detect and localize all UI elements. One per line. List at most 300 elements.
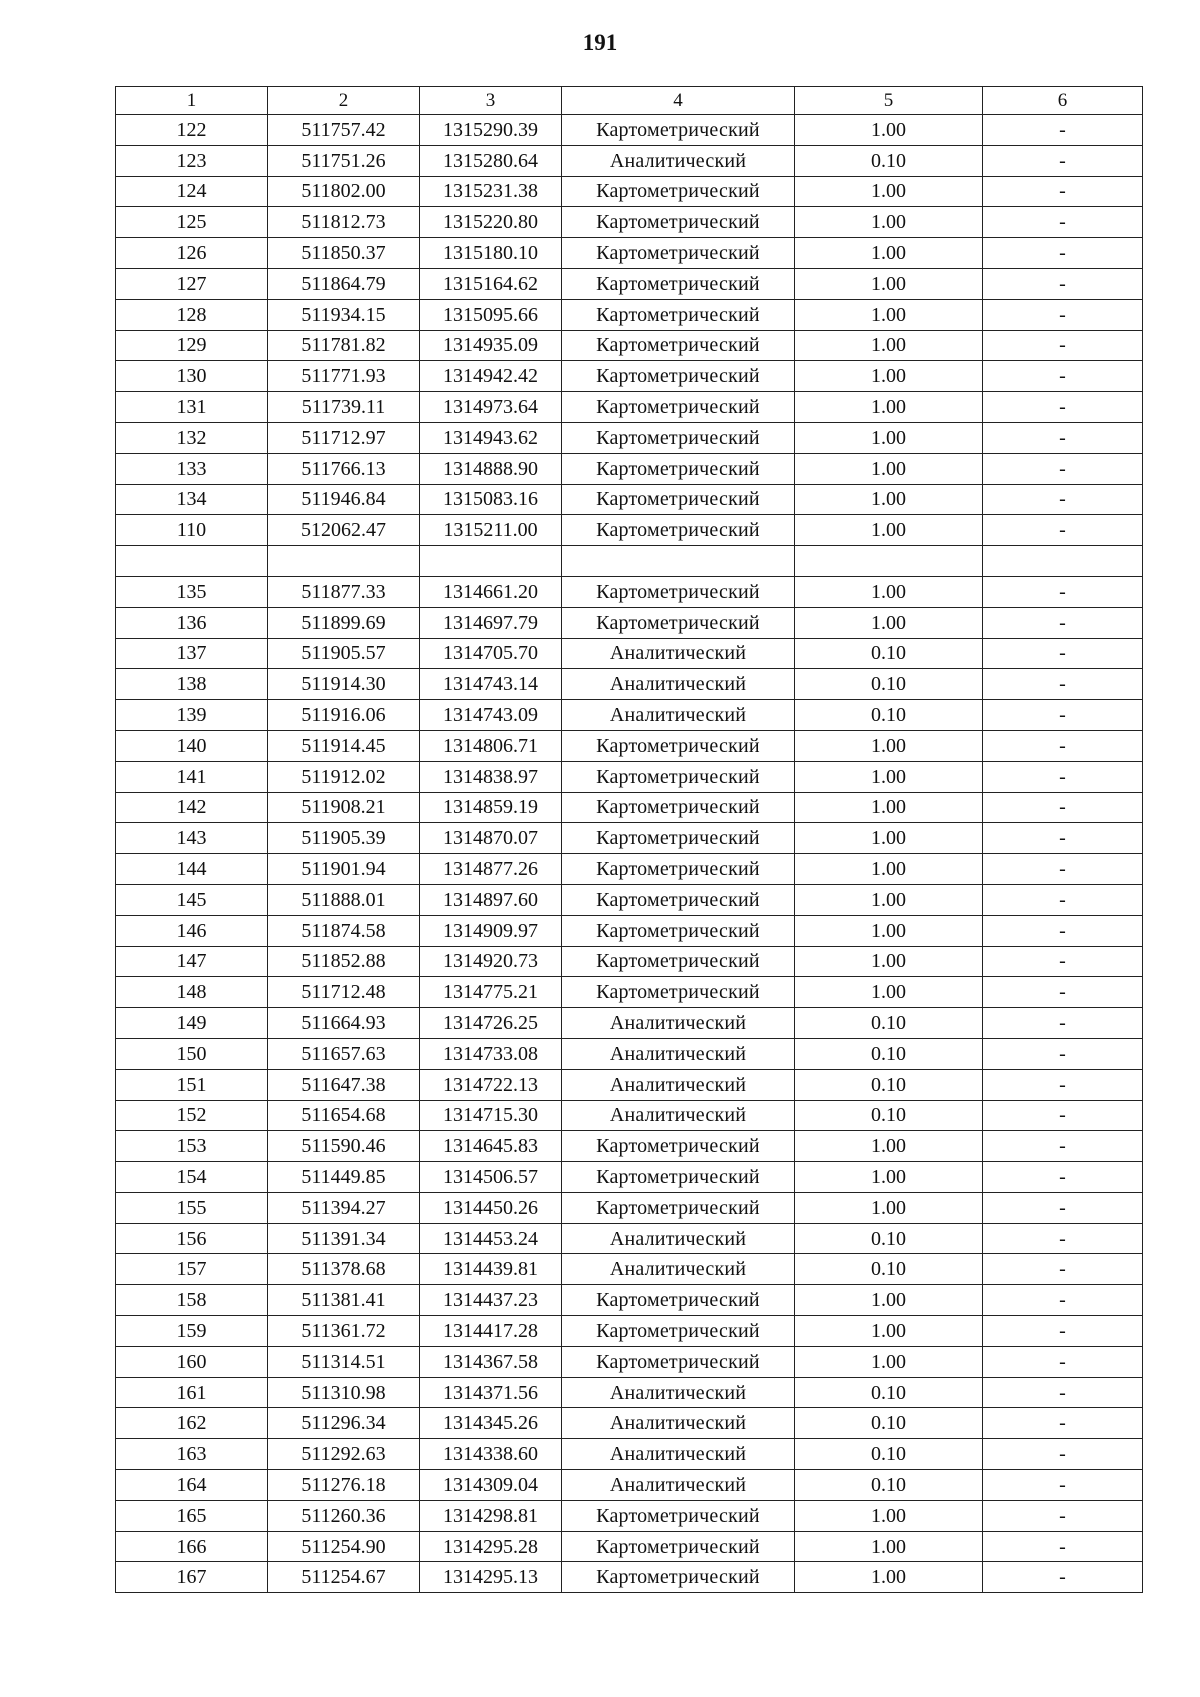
point-number-cell: 122 <box>116 115 268 146</box>
y-coordinate-cell: 1314645.83 <box>420 1131 562 1162</box>
x-coordinate-cell: 511276.18 <box>268 1470 420 1501</box>
note-cell: - <box>983 115 1143 146</box>
x-coordinate-cell: 511712.97 <box>268 422 420 453</box>
table-row <box>116 730 1143 761</box>
method-cell: Аналитический <box>562 145 795 176</box>
accuracy-cell: 1.00 <box>795 576 983 607</box>
y-coordinate-cell: 1314417.28 <box>420 1316 562 1347</box>
accuracy-cell: 1.00 <box>795 1346 983 1377</box>
method-cell: Картометрический <box>562 1316 795 1347</box>
table-row <box>116 361 1143 392</box>
accuracy-cell: 1.00 <box>795 392 983 423</box>
y-coordinate-cell: 1314345.26 <box>420 1408 562 1439</box>
accuracy-cell: 0.10 <box>795 1223 983 1254</box>
note-cell: - <box>983 576 1143 607</box>
table-header-row <box>116 87 1143 115</box>
y-coordinate-cell: 1314309.04 <box>420 1470 562 1501</box>
point-number-cell: 147 <box>116 946 268 977</box>
table-row <box>116 392 1143 423</box>
note-cell: - <box>983 638 1143 669</box>
method-cell: Картометрический <box>562 1531 795 1562</box>
method-cell: Картометрический <box>562 1500 795 1531</box>
table-row <box>116 1069 1143 1100</box>
note-cell: - <box>983 515 1143 546</box>
table-row <box>116 1408 1143 1439</box>
point-number-cell: 150 <box>116 1038 268 1069</box>
point-number-cell: 143 <box>116 823 268 854</box>
point-number-cell: 146 <box>116 915 268 946</box>
table-row <box>116 1377 1143 1408</box>
method-cell: Картометрический <box>562 1562 795 1593</box>
x-coordinate-cell: 511739.11 <box>268 392 420 423</box>
y-coordinate-cell: 1314935.09 <box>420 330 562 361</box>
y-coordinate-cell: 1314295.28 <box>420 1531 562 1562</box>
method-cell: Аналитический <box>562 1408 795 1439</box>
note-cell: - <box>983 330 1143 361</box>
note-cell: - <box>983 1377 1143 1408</box>
table-row <box>116 1038 1143 1069</box>
method-cell: Картометрический <box>562 330 795 361</box>
y-coordinate-cell: 1314338.60 <box>420 1439 562 1470</box>
accuracy-cell: 0.10 <box>795 1100 983 1131</box>
note-cell: - <box>983 607 1143 638</box>
y-coordinate-cell: 1315083.16 <box>420 484 562 515</box>
accuracy-cell: 1.00 <box>795 607 983 638</box>
note-cell: - <box>983 1131 1143 1162</box>
x-coordinate-cell: 511766.13 <box>268 453 420 484</box>
point-number-cell: 154 <box>116 1162 268 1193</box>
x-coordinate-cell: 511912.02 <box>268 761 420 792</box>
x-coordinate-cell: 511314.51 <box>268 1346 420 1377</box>
accuracy-cell: 0.10 <box>795 1439 983 1470</box>
point-number-cell: 160 <box>116 1346 268 1377</box>
point-number-cell: 130 <box>116 361 268 392</box>
y-coordinate-cell: 1314661.20 <box>420 576 562 607</box>
method-cell: Аналитический <box>562 1439 795 1470</box>
accuracy-cell: 1.00 <box>795 484 983 515</box>
table-row <box>116 484 1143 515</box>
y-coordinate-cell: 1315211.00 <box>420 515 562 546</box>
table-row <box>116 330 1143 361</box>
table-row <box>116 638 1143 669</box>
table-row <box>116 792 1143 823</box>
accuracy-cell: 1.00 <box>795 1316 983 1347</box>
accuracy-cell: 0.10 <box>795 1069 983 1100</box>
table-row <box>116 1100 1143 1131</box>
point-number-cell <box>116 546 268 577</box>
table-row <box>116 422 1143 453</box>
y-coordinate-cell: 1314298.81 <box>420 1500 562 1531</box>
point-number-cell: 156 <box>116 1223 268 1254</box>
accuracy-cell: 1.00 <box>795 977 983 1008</box>
method-cell: Картометрический <box>562 607 795 638</box>
method-cell: Картометрический <box>562 392 795 423</box>
point-number-cell: 126 <box>116 238 268 269</box>
method-cell: Аналитический <box>562 1470 795 1501</box>
note-cell: - <box>983 207 1143 238</box>
method-cell: Картометрический <box>562 915 795 946</box>
y-coordinate-cell: 1314367.58 <box>420 1346 562 1377</box>
x-coordinate-cell: 511254.90 <box>268 1531 420 1562</box>
table-row <box>116 1346 1143 1377</box>
table-row <box>116 1254 1143 1285</box>
table-row <box>116 854 1143 885</box>
point-number-cell: 136 <box>116 607 268 638</box>
note-cell: - <box>983 392 1143 423</box>
x-coordinate-cell: 511381.41 <box>268 1285 420 1316</box>
table-separator-row <box>116 546 1143 577</box>
point-number-cell: 159 <box>116 1316 268 1347</box>
x-coordinate-cell: 511657.63 <box>268 1038 420 1069</box>
table-row <box>116 299 1143 330</box>
method-cell: Картометрический <box>562 576 795 607</box>
point-number-cell: 138 <box>116 669 268 700</box>
column-header: 4 <box>562 87 795 115</box>
note-cell: - <box>983 176 1143 207</box>
table-row <box>116 915 1143 946</box>
table-row <box>116 884 1143 915</box>
y-coordinate-cell: 1314870.07 <box>420 823 562 854</box>
method-cell: Картометрический <box>562 484 795 515</box>
point-number-cell: 127 <box>116 268 268 299</box>
point-number-cell: 135 <box>116 576 268 607</box>
method-cell: Картометрический <box>562 207 795 238</box>
accuracy-cell: 1.00 <box>795 207 983 238</box>
accuracy-cell: 1.00 <box>795 268 983 299</box>
accuracy-cell: 1.00 <box>795 176 983 207</box>
y-coordinate-cell: 1314897.60 <box>420 884 562 915</box>
method-cell: Аналитический <box>562 700 795 731</box>
method-cell: Картометрический <box>562 115 795 146</box>
x-coordinate-cell: 511712.48 <box>268 977 420 1008</box>
method-cell: Картометрический <box>562 176 795 207</box>
note-cell <box>983 546 1143 577</box>
note-cell: - <box>983 761 1143 792</box>
accuracy-cell: 1.00 <box>795 453 983 484</box>
column-header: 2 <box>268 87 420 115</box>
table-row <box>116 1192 1143 1223</box>
note-cell: - <box>983 299 1143 330</box>
x-coordinate-cell: 511394.27 <box>268 1192 420 1223</box>
y-coordinate-cell: 1315095.66 <box>420 299 562 330</box>
accuracy-cell: 1.00 <box>795 761 983 792</box>
point-number-cell: 125 <box>116 207 268 238</box>
note-cell: - <box>983 484 1143 515</box>
x-coordinate-cell: 511864.79 <box>268 268 420 299</box>
point-number-cell: 128 <box>116 299 268 330</box>
y-coordinate-cell: 1314942.42 <box>420 361 562 392</box>
x-coordinate-cell: 511310.98 <box>268 1377 420 1408</box>
table-row <box>116 607 1143 638</box>
y-coordinate-cell: 1315180.10 <box>420 238 562 269</box>
table-row <box>116 1531 1143 1562</box>
x-coordinate-cell: 511391.34 <box>268 1223 420 1254</box>
accuracy-cell: 0.10 <box>795 1008 983 1039</box>
method-cell: Картометрический <box>562 1131 795 1162</box>
x-coordinate-cell: 511877.33 <box>268 576 420 607</box>
x-coordinate-cell: 511946.84 <box>268 484 420 515</box>
table-row <box>116 977 1143 1008</box>
method-cell: Аналитический <box>562 638 795 669</box>
accuracy-cell: 0.10 <box>795 1377 983 1408</box>
point-number-cell: 129 <box>116 330 268 361</box>
y-coordinate-cell: 1314506.57 <box>420 1162 562 1193</box>
note-cell: - <box>983 1162 1143 1193</box>
note-cell: - <box>983 1192 1143 1223</box>
x-coordinate-cell: 511852.88 <box>268 946 420 977</box>
note-cell: - <box>983 1470 1143 1501</box>
y-coordinate-cell: 1314726.25 <box>420 1008 562 1039</box>
method-cell: Картометрический <box>562 453 795 484</box>
table-row <box>116 1316 1143 1347</box>
method-cell: Картометрический <box>562 361 795 392</box>
accuracy-cell: 0.10 <box>795 1408 983 1439</box>
accuracy-cell: 1.00 <box>795 515 983 546</box>
method-cell: Картометрический <box>562 1192 795 1223</box>
table-row <box>116 176 1143 207</box>
table-row <box>116 453 1143 484</box>
x-coordinate-cell: 511850.37 <box>268 238 420 269</box>
accuracy-cell: 1.00 <box>795 1500 983 1531</box>
point-number-cell: 139 <box>116 700 268 731</box>
point-number-cell: 152 <box>116 1100 268 1131</box>
table-row <box>116 515 1143 546</box>
y-coordinate-cell: 1314859.19 <box>420 792 562 823</box>
x-coordinate-cell: 511916.06 <box>268 700 420 731</box>
point-number-cell: 163 <box>116 1439 268 1470</box>
y-coordinate-cell: 1314743.14 <box>420 669 562 700</box>
accuracy-cell: 1.00 <box>795 1192 983 1223</box>
accuracy-cell: 1.00 <box>795 238 983 269</box>
note-cell: - <box>983 700 1143 731</box>
y-coordinate-cell: 1315164.62 <box>420 268 562 299</box>
x-coordinate-cell: 511296.34 <box>268 1408 420 1439</box>
note-cell: - <box>983 1100 1143 1131</box>
y-coordinate-cell: 1314838.97 <box>420 761 562 792</box>
table-row <box>116 268 1143 299</box>
accuracy-cell: 0.10 <box>795 638 983 669</box>
method-cell: Аналитический <box>562 669 795 700</box>
accuracy-cell: 1.00 <box>795 422 983 453</box>
x-coordinate-cell: 511905.39 <box>268 823 420 854</box>
accuracy-cell: 1.00 <box>795 1162 983 1193</box>
method-cell: Аналитический <box>562 1254 795 1285</box>
x-coordinate-cell: 511751.26 <box>268 145 420 176</box>
point-number-cell: 158 <box>116 1285 268 1316</box>
note-cell: - <box>983 792 1143 823</box>
point-number-cell: 131 <box>116 392 268 423</box>
table-row <box>116 1562 1143 1593</box>
x-coordinate-cell: 511757.42 <box>268 115 420 146</box>
method-cell: Аналитический <box>562 1100 795 1131</box>
point-number-cell: 157 <box>116 1254 268 1285</box>
column-header: 5 <box>795 87 983 115</box>
x-coordinate-cell: 511771.93 <box>268 361 420 392</box>
table-row <box>116 207 1143 238</box>
accuracy-cell: 1.00 <box>795 1131 983 1162</box>
point-number-cell: 132 <box>116 422 268 453</box>
point-number-cell: 145 <box>116 884 268 915</box>
y-coordinate-cell: 1315290.39 <box>420 115 562 146</box>
point-number-cell: 165 <box>116 1500 268 1531</box>
note-cell: - <box>983 823 1143 854</box>
accuracy-cell: 1.00 <box>795 330 983 361</box>
table-row <box>116 145 1143 176</box>
y-coordinate-cell: 1314733.08 <box>420 1038 562 1069</box>
accuracy-cell: 1.00 <box>795 915 983 946</box>
y-coordinate-cell: 1314909.97 <box>420 915 562 946</box>
y-coordinate-cell: 1314295.13 <box>420 1562 562 1593</box>
method-cell: Аналитический <box>562 1069 795 1100</box>
note-cell: - <box>983 1254 1143 1285</box>
note-cell: - <box>983 730 1143 761</box>
y-coordinate-cell: 1315220.80 <box>420 207 562 238</box>
accuracy-cell <box>795 546 983 577</box>
y-coordinate-cell: 1314450.26 <box>420 1192 562 1223</box>
accuracy-cell: 0.10 <box>795 1038 983 1069</box>
accuracy-cell: 0.10 <box>795 700 983 731</box>
point-number-cell: 137 <box>116 638 268 669</box>
note-cell: - <box>983 884 1143 915</box>
point-number-cell: 140 <box>116 730 268 761</box>
note-cell: - <box>983 977 1143 1008</box>
method-cell: Аналитический <box>562 1038 795 1069</box>
table-row <box>116 823 1143 854</box>
y-coordinate-cell: 1314705.70 <box>420 638 562 669</box>
x-coordinate-cell: 511781.82 <box>268 330 420 361</box>
accuracy-cell: 1.00 <box>795 884 983 915</box>
note-cell: - <box>983 1439 1143 1470</box>
method-cell: Аналитический <box>562 1223 795 1254</box>
point-number-cell: 141 <box>116 761 268 792</box>
x-coordinate-cell: 511934.15 <box>268 299 420 330</box>
x-coordinate-cell: 511802.00 <box>268 176 420 207</box>
method-cell: Картометрический <box>562 854 795 885</box>
point-number-cell: 148 <box>116 977 268 1008</box>
x-coordinate-cell: 511874.58 <box>268 915 420 946</box>
table-row <box>116 238 1143 269</box>
x-coordinate-cell: 511908.21 <box>268 792 420 823</box>
x-coordinate-cell: 511378.68 <box>268 1254 420 1285</box>
method-cell: Картометрический <box>562 761 795 792</box>
x-coordinate-cell: 511905.57 <box>268 638 420 669</box>
y-coordinate-cell: 1314877.26 <box>420 854 562 885</box>
x-coordinate-cell <box>268 546 420 577</box>
point-number-cell: 142 <box>116 792 268 823</box>
accuracy-cell: 1.00 <box>795 792 983 823</box>
accuracy-cell: 1.00 <box>795 1285 983 1316</box>
y-coordinate-cell: 1314775.21 <box>420 977 562 1008</box>
table-row <box>116 576 1143 607</box>
y-coordinate-cell: 1314943.62 <box>420 422 562 453</box>
method-cell: Картометрический <box>562 792 795 823</box>
x-coordinate-cell: 511292.63 <box>268 1439 420 1470</box>
method-cell: Аналитический <box>562 1008 795 1039</box>
table-row <box>116 1439 1143 1470</box>
method-cell: Картометрический <box>562 823 795 854</box>
column-header: 1 <box>116 87 268 115</box>
method-cell <box>562 546 795 577</box>
method-cell: Картометрический <box>562 1346 795 1377</box>
method-cell: Аналитический <box>562 1377 795 1408</box>
x-coordinate-cell: 511254.67 <box>268 1562 420 1593</box>
column-header: 3 <box>420 87 562 115</box>
y-coordinate-cell: 1314371.56 <box>420 1377 562 1408</box>
point-number-cell: 124 <box>116 176 268 207</box>
x-coordinate-cell: 511914.30 <box>268 669 420 700</box>
method-cell: Картометрический <box>562 946 795 977</box>
y-coordinate-cell: 1314888.90 <box>420 453 562 484</box>
x-coordinate-cell: 511899.69 <box>268 607 420 638</box>
page-number: 191 <box>582 30 618 55</box>
method-cell: Картометрический <box>562 299 795 330</box>
point-number-cell: 110 <box>116 515 268 546</box>
y-coordinate-cell: 1314920.73 <box>420 946 562 977</box>
table-row <box>116 1223 1143 1254</box>
point-number-cell: 123 <box>116 145 268 176</box>
x-coordinate-cell: 511361.72 <box>268 1316 420 1347</box>
table-row <box>116 115 1143 146</box>
method-cell: Картометрический <box>562 884 795 915</box>
method-cell: Картометрический <box>562 268 795 299</box>
method-cell: Картометрический <box>562 515 795 546</box>
note-cell: - <box>983 1562 1143 1593</box>
point-number-cell: 144 <box>116 854 268 885</box>
point-number-cell: 134 <box>116 484 268 515</box>
note-cell: - <box>983 1500 1143 1531</box>
table-row <box>116 1470 1143 1501</box>
note-cell: - <box>983 1285 1143 1316</box>
method-cell: Картометрический <box>562 977 795 1008</box>
table-row <box>116 1285 1143 1316</box>
table-row <box>116 669 1143 700</box>
x-coordinate-cell: 511812.73 <box>268 207 420 238</box>
note-cell: - <box>983 915 1143 946</box>
x-coordinate-cell: 511647.38 <box>268 1069 420 1100</box>
note-cell: - <box>983 1316 1143 1347</box>
x-coordinate-cell: 511901.94 <box>268 854 420 885</box>
x-coordinate-cell: 511914.45 <box>268 730 420 761</box>
table-row <box>116 946 1143 977</box>
note-cell: - <box>983 422 1143 453</box>
x-coordinate-cell: 511664.93 <box>268 1008 420 1039</box>
y-coordinate-cell: 1314439.81 <box>420 1254 562 1285</box>
accuracy-cell: 1.00 <box>795 823 983 854</box>
table-row <box>116 1500 1143 1531</box>
point-number-cell: 149 <box>116 1008 268 1039</box>
table-row <box>116 1008 1143 1039</box>
point-number-cell: 164 <box>116 1470 268 1501</box>
y-coordinate-cell: 1315280.64 <box>420 145 562 176</box>
accuracy-cell: 0.10 <box>795 669 983 700</box>
accuracy-cell: 1.00 <box>795 299 983 330</box>
point-number-cell: 162 <box>116 1408 268 1439</box>
note-cell: - <box>983 1069 1143 1100</box>
y-coordinate-cell <box>420 546 562 577</box>
accuracy-cell: 1.00 <box>795 361 983 392</box>
note-cell: - <box>983 854 1143 885</box>
y-coordinate-cell: 1314743.09 <box>420 700 562 731</box>
accuracy-cell: 1.00 <box>795 854 983 885</box>
point-number-cell: 167 <box>116 1562 268 1593</box>
table-row <box>116 700 1143 731</box>
accuracy-cell: 0.10 <box>795 1470 983 1501</box>
point-number-cell: 133 <box>116 453 268 484</box>
note-cell: - <box>983 1223 1143 1254</box>
coordinates-table <box>115 86 1143 1593</box>
accuracy-cell: 0.10 <box>795 1254 983 1285</box>
method-cell: Картометрический <box>562 730 795 761</box>
